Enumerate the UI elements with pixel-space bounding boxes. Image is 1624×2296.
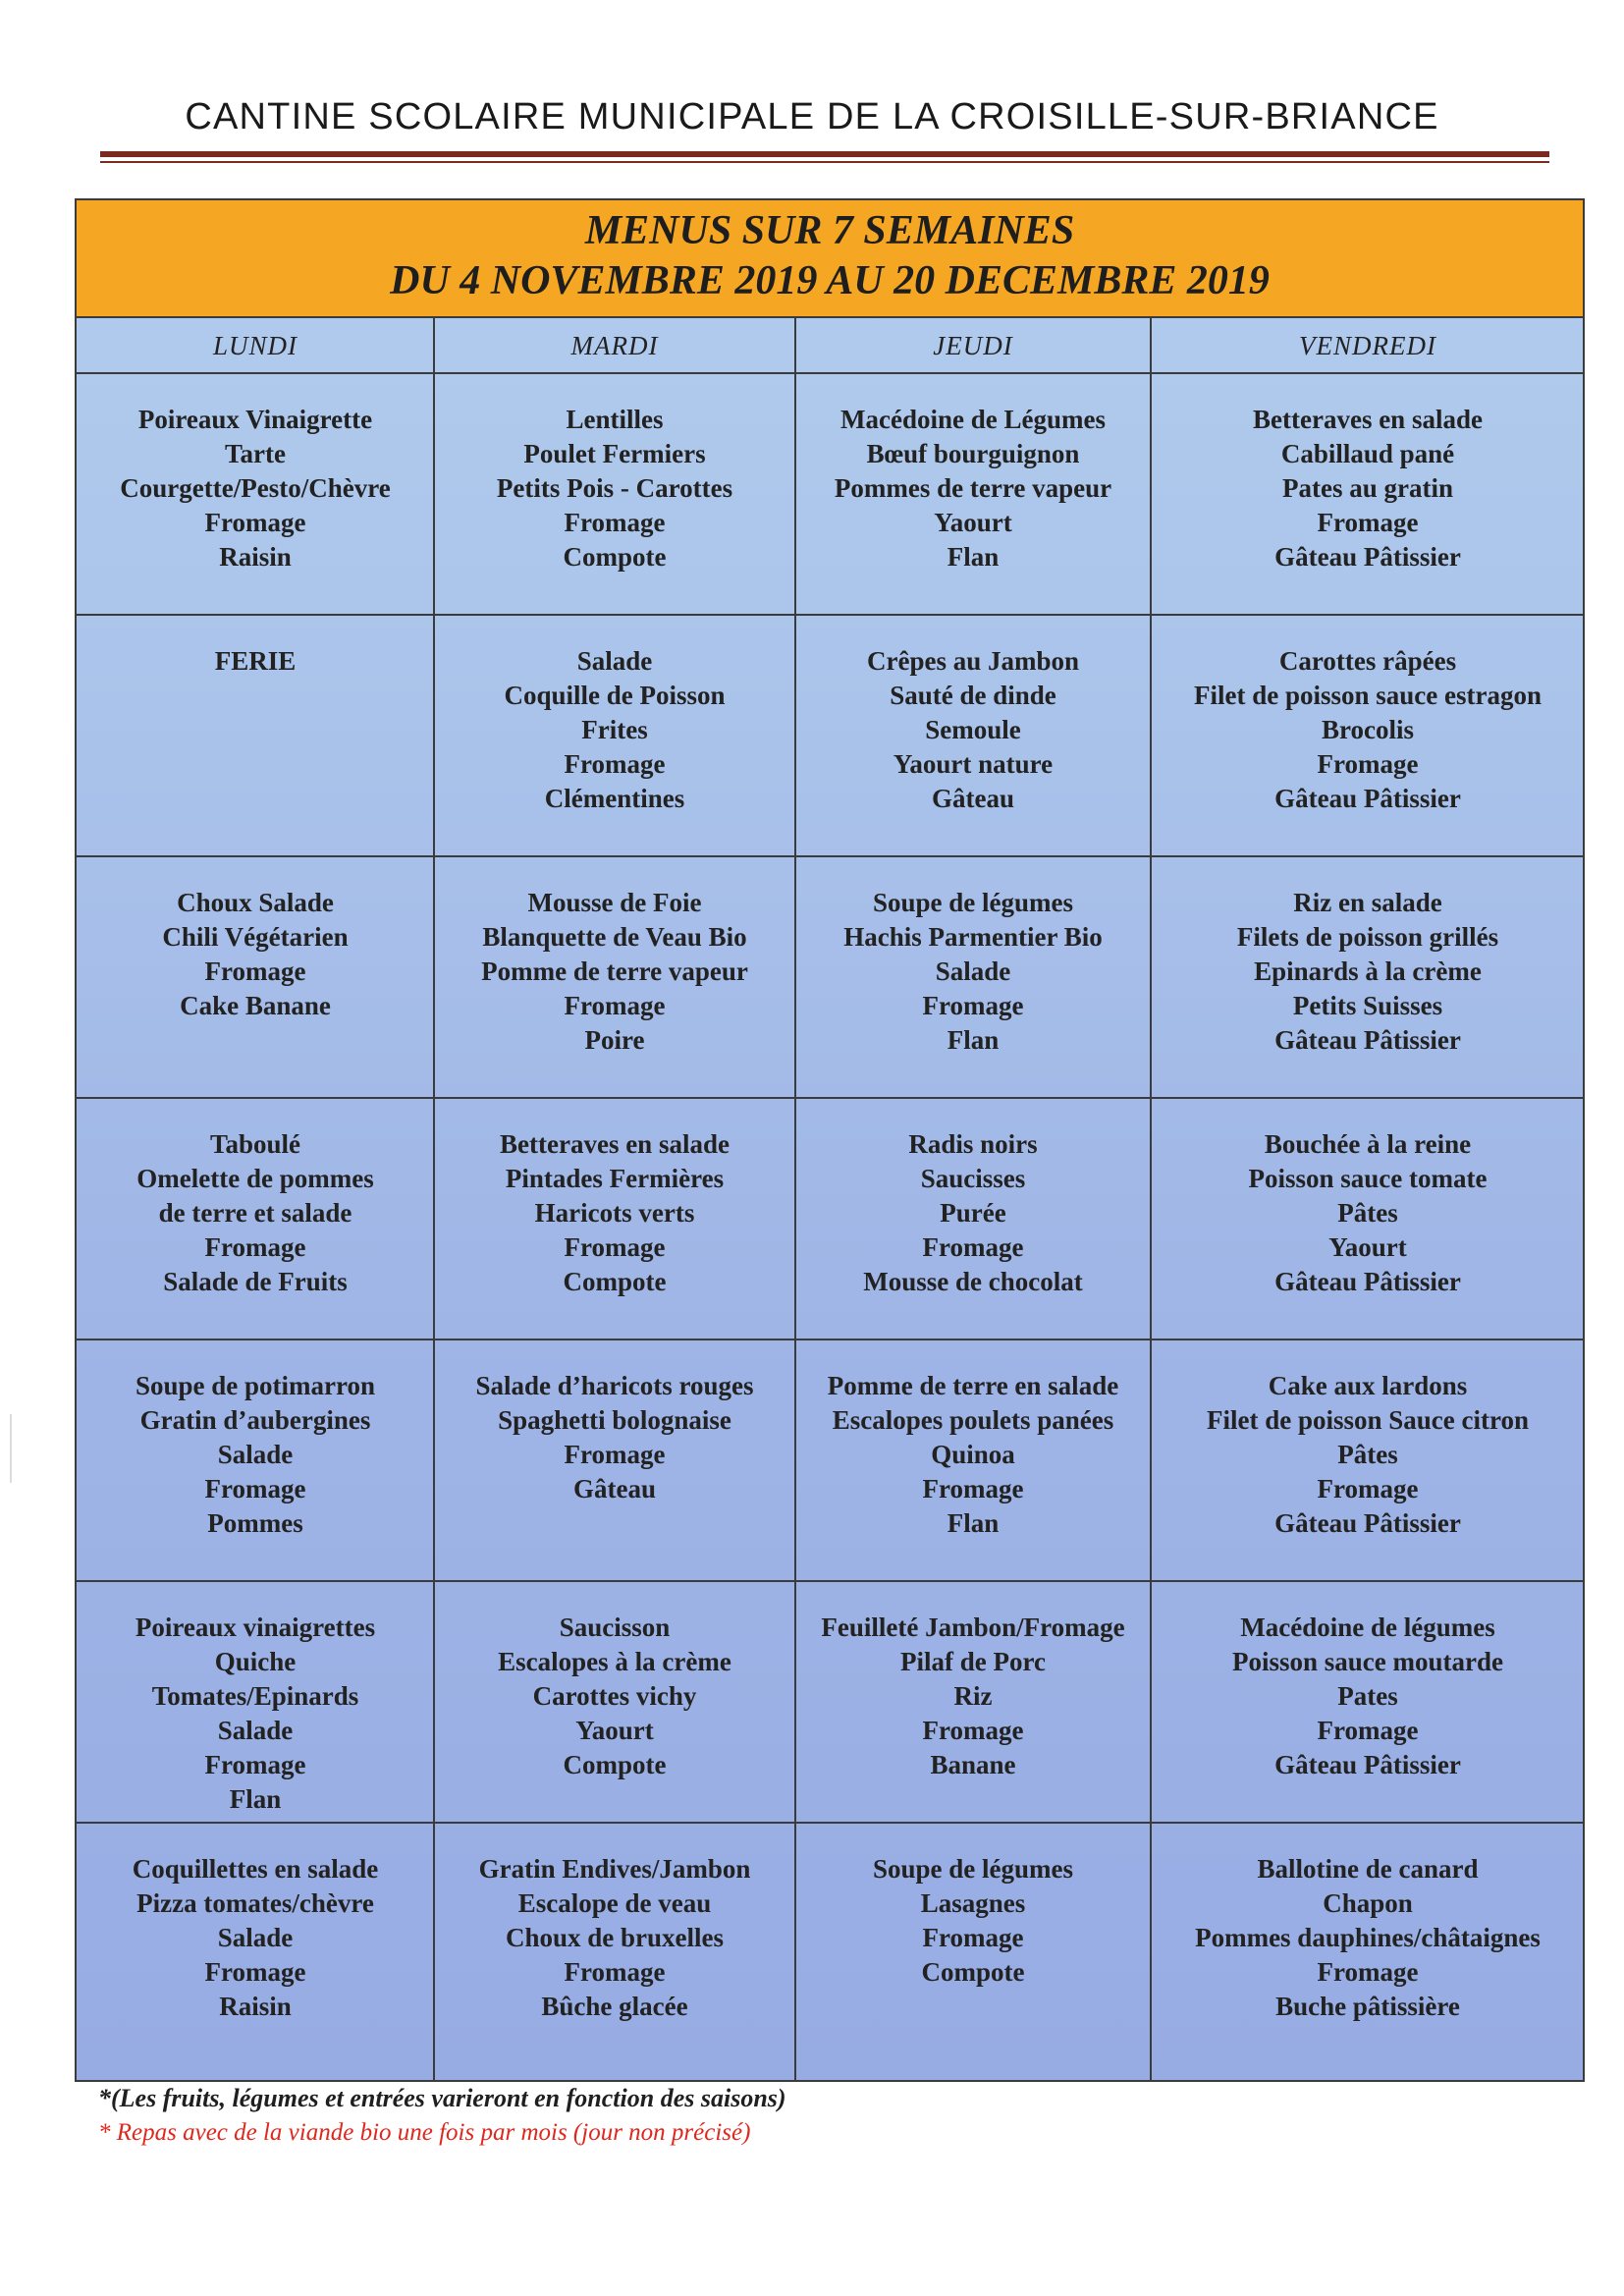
menu-item: Fromage [564, 1957, 666, 1987]
menu-item: Fromage [204, 1232, 306, 1262]
menu-item: Fromage [1317, 1957, 1419, 1987]
menu-item: Fromage [564, 508, 666, 537]
menu-item: Soupe de légumes [872, 1854, 1074, 1884]
menu-cell-week5-mardi [434, 1339, 795, 1581]
menu-item: Betteraves en salade [1253, 405, 1483, 434]
menu-item: Salade [217, 1923, 294, 1952]
menu-item: Fromage [204, 1957, 306, 1987]
menu-item: Pizza tomates/chèvre [136, 1888, 374, 1918]
day-header-row [77, 318, 1583, 373]
menu-item: Saucisson [559, 1613, 671, 1642]
menu-cell-week1-lundi [77, 373, 434, 615]
menu-item: Fromage [922, 1474, 1024, 1503]
page-title: CANTINE SCOLAIRE MUNICIPALE DE LA CROISILLE-SUR-BRIANCE [185, 96, 1439, 137]
menu-item: Fromage [204, 957, 306, 986]
day-header-mardi: MARDI [570, 331, 659, 360]
menu-item: Flan [947, 1508, 1000, 1538]
menu-item: Taboulé [209, 1129, 301, 1159]
menu-item: Choux de bruxelles [505, 1923, 725, 1952]
menu-item: Poire [584, 1025, 645, 1055]
footnote-seasons: *(Les fruits, légumes et entrées varieront en fonction des saisons) [98, 2084, 786, 2112]
menu-item: Flan [947, 1025, 1000, 1055]
menu-item: Yaourt [1328, 1232, 1407, 1262]
menu-item: Pilaf de Porc [900, 1647, 1046, 1676]
menu-item: Flan [229, 1784, 282, 1814]
menu-cell-week3-mardi [434, 856, 795, 1098]
menu-item: Frites [581, 715, 648, 744]
menu-item: Tarte [225, 439, 286, 468]
menu-item: Salade d’haricots rouges [475, 1371, 754, 1400]
menu-item: Feuilleté Jambon/Fromage [821, 1613, 1125, 1642]
menu-item: Salade [935, 957, 1011, 986]
menu-item: Gâteau [932, 784, 1014, 813]
menu-item: Petits Suisses [1292, 991, 1443, 1020]
menu-item: Cabillaud pané [1280, 439, 1455, 468]
menu-item: Banane [930, 1750, 1016, 1779]
menu-item: Escalopes poulets panées [832, 1405, 1114, 1435]
menu-cell-week4-lundi [77, 1098, 434, 1339]
menu-item: Cake Banane [180, 991, 331, 1020]
menu-item: Coquille de Poisson [504, 681, 726, 710]
menu-item: Quiche [214, 1647, 297, 1676]
scan-margin-mark [10, 1414, 12, 1483]
menu-cell-week1-vendredi [1151, 373, 1585, 615]
menu-item: Semoule [925, 715, 1021, 744]
menu-cell-week2-lundi [77, 615, 434, 856]
menu-item: Pintades Fermières [505, 1164, 725, 1193]
menu-cell-week4-mardi [434, 1098, 795, 1339]
menu-item: Gâteau [573, 1474, 656, 1503]
menu-cell-week3-jeudi [795, 856, 1151, 1098]
menu-item: Fromage [564, 749, 666, 779]
menu-cell-week2-jeudi [795, 615, 1151, 856]
day-header-vendredi: VENDREDI [1299, 331, 1436, 360]
menu-item: Pates au gratin [1282, 473, 1453, 503]
menu-item: Clémentines [544, 784, 685, 813]
menu-cell-week1-mardi [434, 373, 795, 615]
menu-item: Macédoine de légumes [1240, 1613, 1495, 1642]
menu-banner [77, 200, 1583, 318]
menu-cell-week7-mardi [434, 1823, 795, 2082]
menu-item: Brocolis [1322, 715, 1414, 744]
menu-item: de terre et salade [158, 1198, 352, 1228]
menu-item: Fromage [1317, 1474, 1419, 1503]
menu-item: Fromage [204, 508, 306, 537]
menu-cell-week6-lundi [77, 1581, 434, 1823]
menu-cell-week6-jeudi [795, 1581, 1151, 1823]
menu-cell-week5-lundi [77, 1339, 434, 1581]
footnote-organic-meat: * Repas avec de la viande bio une fois par mois (jour non précisé) [98, 2119, 751, 2146]
menu-item: Gratin d’aubergines [139, 1405, 371, 1435]
menu-item: Bœuf bourguignon [866, 439, 1080, 468]
menu-item: Fromage [922, 1232, 1024, 1262]
menu-item: Pommes de terre vapeur [834, 473, 1112, 503]
menu-item: Fromage [564, 1232, 666, 1262]
banner-date-range: DU 4 NOVEMBRE 2019 AU 20 DECEMBRE 2019 [390, 258, 1270, 303]
menu-item: Fromage [564, 991, 666, 1020]
menu-item: Gâteau Pâtissier [1274, 1750, 1461, 1779]
menu-item: Spaghetti bolognaise [498, 1405, 731, 1435]
menu-cell-week5-vendredi [1151, 1339, 1585, 1581]
menu-item: Chili Végétarien [162, 922, 349, 952]
menu-cell-week4-vendredi [1151, 1098, 1585, 1339]
menu-item: Fromage [922, 1923, 1024, 1952]
menu-item: Pâtes [1337, 1440, 1398, 1469]
menu-item: Cake aux lardons [1268, 1371, 1468, 1400]
menu-item: Fromage [1317, 749, 1419, 779]
menu-item: Yaourt [575, 1716, 654, 1745]
menu-item: Gâteau Pâtissier [1274, 1267, 1461, 1296]
menu-item: Poisson sauce moutarde [1232, 1647, 1503, 1676]
header-rule-thin [100, 161, 1549, 163]
menu-cell-week1-jeudi [795, 373, 1151, 615]
menu-item: Mousse de chocolat [863, 1267, 1083, 1296]
menu-item: Mousse de Foie [527, 888, 702, 917]
menu-item: Riz en salade [1293, 888, 1442, 917]
menu-item: Gratin Endives/Jambon [478, 1854, 751, 1884]
menu-cell-week6-mardi [434, 1581, 795, 1823]
menu-item: Pommes [207, 1508, 303, 1538]
menu-item: Flan [947, 542, 1000, 572]
menu-item: Ballotine de canard [1257, 1854, 1479, 1884]
menu-cell-week2-vendredi [1151, 615, 1585, 856]
menu-item: Fromage [564, 1440, 666, 1469]
menu-item: Betteraves en salade [500, 1129, 730, 1159]
menu-item: Filet de poisson sauce estragon [1194, 681, 1542, 710]
menu-item: Haricots verts [534, 1198, 695, 1228]
menu-item: Gâteau Pâtissier [1274, 784, 1461, 813]
menu-item: Poireaux Vinaigrette [137, 405, 373, 434]
menu-item: Buche pâtissière [1275, 1992, 1460, 2021]
menu-cell-week2-mardi [434, 615, 795, 856]
menu-item: Petits Pois - Carottes [496, 473, 733, 503]
menu-item: Filet de poisson Sauce citron [1206, 1405, 1529, 1435]
menu-item: Choux Salade [177, 888, 334, 917]
menu-item: Bûche glacée [541, 1992, 688, 2021]
menu-item: Compote [563, 1750, 667, 1779]
menu-table [75, 198, 1585, 2082]
menu-item: Pomme de terre en salade [827, 1371, 1119, 1400]
menu-item: Filets de poisson grillés [1236, 922, 1499, 952]
menu-item: Poireaux vinaigrettes [135, 1613, 376, 1642]
menu-item: Epinards à la crème [1254, 957, 1482, 986]
menu-item: Fromage [922, 991, 1024, 1020]
menu-item: Escalopes à la crème [498, 1647, 731, 1676]
menu-item: Lasagnes [920, 1888, 1026, 1918]
menu-item: Coquillettes en salade [132, 1854, 379, 1884]
menu-cell-week5-jeudi [795, 1339, 1151, 1581]
menu-item: Gâteau Pâtissier [1274, 542, 1461, 572]
menu-item: Escalope de veau [517, 1888, 712, 1918]
menu-item: Crêpes au Jambon [866, 646, 1079, 676]
menu-item: Riz [953, 1681, 993, 1711]
header-rule [100, 151, 1549, 157]
menu-item: Pâtes [1337, 1198, 1398, 1228]
menu-item: Radis noirs [908, 1129, 1038, 1159]
menu-item: Quinoa [931, 1440, 1015, 1469]
menu-item: Raisin [219, 1992, 292, 2021]
menu-item: Soupe de légumes [872, 888, 1074, 917]
menu-item: Pommes dauphines/châtaignes [1195, 1923, 1541, 1952]
menu-item: Yaourt [934, 508, 1012, 537]
day-header-jeudi: JEUDI [933, 331, 1013, 360]
menu-item: Fromage [922, 1716, 1024, 1745]
menu-cell-week6-vendredi [1151, 1581, 1585, 1823]
menu-item: Salade [576, 646, 653, 676]
menu-item: Macédoine de Légumes [840, 405, 1106, 434]
menu-item: Yaourt nature [893, 749, 1054, 779]
menu-item: Hachis Parmentier Bio [843, 922, 1103, 952]
menu-item: Fromage [204, 1474, 306, 1503]
menu-item: Soupe de potimarron [135, 1371, 376, 1400]
menu-item: Omelette de pommes [136, 1164, 374, 1193]
menu-item: Compote [563, 542, 667, 572]
menu-item: Carottes vichy [532, 1681, 697, 1711]
menu-cell-week4-jeudi [795, 1098, 1151, 1339]
menu-item: Fromage [1317, 1716, 1419, 1745]
menu-item: Bouchée à la reine [1264, 1129, 1472, 1159]
menu-cell-week7-lundi [77, 1823, 434, 2082]
menu-item: Salade [217, 1440, 294, 1469]
menu-item: Courgette/Pesto/Chèvre [120, 473, 391, 503]
menu-item: Carottes râpées [1278, 646, 1457, 676]
menu-cell-week3-vendredi [1151, 856, 1585, 1098]
menu-item: Fromage [1317, 508, 1419, 537]
menu-item: Compote [921, 1957, 1025, 1987]
menu-item: Tomates/Epinards [151, 1681, 359, 1711]
menu-item: Saucisses [920, 1164, 1026, 1193]
menu-item: Chapon [1323, 1888, 1413, 1918]
day-header-lundi: LUNDI [212, 331, 298, 360]
menu-item: Gâteau Pâtissier [1274, 1025, 1461, 1055]
menu-item: Sauté de dinde [890, 681, 1056, 710]
menu-item: Purée [940, 1198, 1006, 1228]
menu-cell-week3-lundi [77, 856, 434, 1098]
menu-item: Fromage [204, 1750, 306, 1779]
menu-item: Poisson sauce tomate [1248, 1164, 1488, 1193]
menu-item: Compote [563, 1267, 667, 1296]
menu-item: Gâteau Pâtissier [1274, 1508, 1461, 1538]
banner-title: MENUS SUR 7 SEMAINES [584, 208, 1075, 253]
menu-item: Salade de Fruits [163, 1267, 348, 1296]
menu-cell-week7-jeudi [795, 1823, 1151, 2082]
menu-item: Salade [217, 1716, 294, 1745]
menu-item: Lentilles [566, 405, 664, 434]
menu-item: Blanquette de Veau Bio [482, 922, 747, 952]
menu-cell-week7-vendredi [1151, 1823, 1585, 2082]
menu-item: FERIE [214, 646, 297, 676]
menu-item: Raisin [219, 542, 292, 572]
menu-item: Pates [1337, 1681, 1398, 1711]
menu-item: Pomme de terre vapeur [481, 957, 748, 986]
menu-item: Poulet Fermiers [523, 439, 706, 468]
